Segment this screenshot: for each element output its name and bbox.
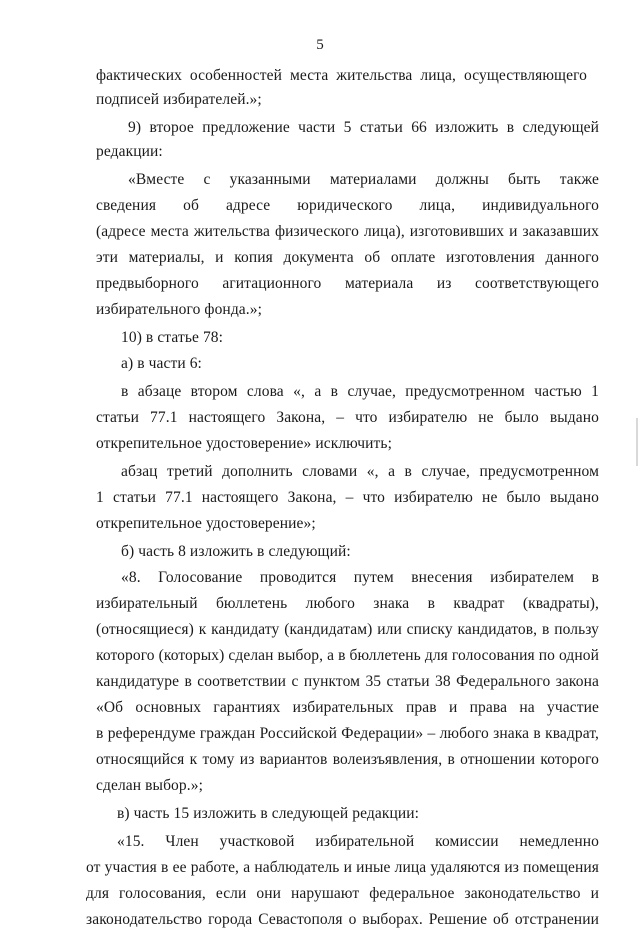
text-line: «15. Член участковой избирательной комиссии немедленно xyxy=(117,833,599,850)
text-line: избирательный бюллетень любого знака в квадрат (квадраты), xyxy=(96,595,599,612)
page-number: 5 xyxy=(316,37,324,53)
text-line: 1 статьи 77.1 настоящего Закона, – что избирателю не было выдано xyxy=(96,489,599,506)
text-line: 9) второе предложение части 5 статьи 66 изложить в следующей xyxy=(128,119,599,136)
text-line: кандидатуре в соответствии с пунктом 35 статьи 38 Федерального закона xyxy=(96,673,599,690)
text-line: «Об основных гарантиях избирательных прав и права на участие xyxy=(96,699,599,716)
text-line: а) в части 6: xyxy=(121,355,202,372)
text-line: от участия в ее работе, а наблюдатель и иные лица удаляются из помещения xyxy=(86,859,599,876)
text-line: избирательного фонда.»; xyxy=(96,301,263,318)
text-line: сделан выбор.»; xyxy=(96,777,203,794)
text-line: «Вместе с указанными материалами должны быть также xyxy=(128,171,599,188)
text-line: для голосования, если они нарушают федеральное законодательство и xyxy=(86,885,599,902)
text-line: абзац третий дополнить словами «, а в случае, предусмотренном xyxy=(121,463,599,480)
text-line: «8. Голосование проводится путем внесения избирателем в xyxy=(121,569,599,586)
text-line: фактических особенностей места жительства лица, осуществляющего xyxy=(96,67,587,84)
text-line: в) часть 15 изложить в следующей редакции: xyxy=(117,805,420,822)
text-line: законодательство города Севастополя о выборах. Решение об отстранении xyxy=(86,911,599,928)
text-line: (адресе места жительства физического лица), изготовивших и заказавших xyxy=(96,223,599,240)
text-line: открепительное удостоверение» исключить; xyxy=(96,435,393,452)
text-line: относящийся к тому из вариантов волеизъявления, в отношении которого xyxy=(96,751,599,768)
text-line: статьи 77.1 настоящего Закона, – что избирателю не было выдано xyxy=(96,409,599,426)
text-line: сведения об адресе юридического лица, индивидуального xyxy=(96,197,599,214)
text-line: эти материалы, и копия документа об оплате изготовления данного xyxy=(96,249,599,266)
text-line: предвыборного агитационного материала из соответствующего xyxy=(96,275,599,292)
text-line: которого (которых) сделан выбор, а в бюллетень для голосования по одной xyxy=(96,647,599,664)
text-line: 10) в статье 78: xyxy=(121,329,224,346)
text-line: в абзаце втором слова «, а в случае, предусмотренном частью 1 xyxy=(121,383,599,400)
scan-edge-mark xyxy=(636,418,638,466)
text-line: редакции: xyxy=(96,143,163,160)
text-line: подписей избирателей.»; xyxy=(96,91,262,108)
text-line: в референдуме граждан Российской Федерации» – любого знака в квадрат, xyxy=(96,725,599,742)
text-line: (относящиеся) к кандидату (кандидатам) или списку кандидатов, в пользу xyxy=(96,621,599,638)
text-line: б) часть 8 изложить в следующий: xyxy=(121,543,351,560)
text-line: открепительное удостоверение»; xyxy=(96,515,316,532)
